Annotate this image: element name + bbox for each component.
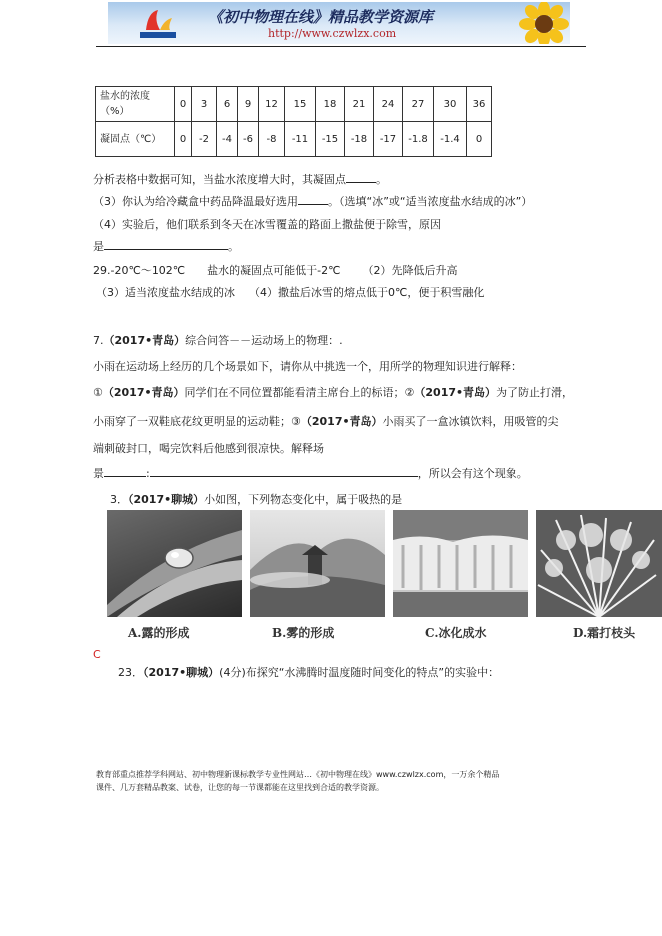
image-dew	[107, 510, 242, 617]
answer-label: C	[93, 648, 101, 661]
fog-mountain-icon	[250, 510, 385, 617]
table-cell: -18	[345, 122, 374, 157]
answer-blank[interactable]	[104, 239, 228, 250]
image-fog	[250, 510, 385, 617]
question-3-line: （3）你认为给冷藏盒中药品降温最好选用 。（选填“冰”或“适当浓度盐水结成的冰”）	[93, 195, 533, 208]
table-row	[96, 87, 492, 122]
table-cell: 12	[259, 87, 285, 122]
footer-line-1: 教育部重点推荐学科网站、初中物理新课标教学专业性网站…《初中物理在线》www.czwlzx.com，一万余个精品	[96, 770, 500, 779]
table-cell: 21	[345, 87, 374, 122]
table-cell: -1.8	[403, 122, 434, 157]
answer-line-2: （3）适当浓度盐水结成的冰 （4）撒盐后冰雪的熔点低于0℃，便于积雪融化	[96, 286, 485, 299]
answer-blank[interactable]	[150, 466, 418, 477]
answer-blank[interactable]	[346, 172, 376, 183]
table-cell: -6	[238, 122, 259, 157]
site-title: 《初中物理在线》精品教学资源库	[208, 8, 434, 26]
question-7-title: 7.（2017•青岛）综合问答－－运动场上的物理：.	[93, 334, 343, 347]
answer-line-1: 29.-20℃～102℃ 盐水的凝固点可能低于-2℃ （2）先降低后升高	[93, 264, 458, 277]
question-7-line-2: ①（2017•青岛）同学们在不同位置都能看清主席台上的标语；②（2017•青岛）为了防止打滑，	[93, 386, 574, 399]
table-cell: -11	[285, 122, 316, 157]
header-banner	[108, 2, 570, 44]
table-row	[96, 122, 492, 157]
table-cell: 3	[192, 87, 217, 122]
table-cell: -17	[374, 122, 403, 157]
site-logo-icon	[138, 6, 178, 40]
answer-blank[interactable]	[104, 466, 146, 477]
frost-branch-icon	[536, 510, 662, 617]
question-4-line: （4）实验后，他们联系到冬天在冰雪覆盖的路面上撒盐便于除雪，原因	[93, 218, 441, 231]
caption-d: D.霜打枝头	[573, 626, 636, 640]
table-cell: 9	[238, 87, 259, 122]
table-header-freezing-point: 凝固点（℃）	[96, 122, 175, 157]
table-cell: -4	[217, 122, 238, 157]
dew-drop-icon	[107, 510, 242, 617]
answer-blank[interactable]	[298, 194, 328, 205]
question-7-line-1: 小雨在运动场上经历的几个场景如下，请你从中挑选一个，用所学的物理知识进行解释：	[93, 360, 522, 373]
page-footer	[96, 768, 596, 794]
table-cell: 24	[374, 87, 403, 122]
question-7-line-3: 小雨穿了一双鞋底花纹更明显的运动鞋；③（2017•青岛）小雨买了一盒冰镇饮料，用吸管的尖	[93, 415, 559, 428]
table-header-concentration: 盐水的浓度 （%）	[96, 87, 175, 122]
table-cell: -2	[192, 122, 217, 157]
table-cell: 27	[403, 87, 434, 122]
question-7-line-4: 端刺破封口，喝完饮料后他感到很凉快。解释场	[93, 442, 324, 455]
caption-a: A.露的形成	[128, 626, 190, 640]
site-url[interactable]: http://www.czwlzx.com	[268, 27, 397, 40]
sunflower-icon	[518, 2, 570, 44]
table-cell: -1.4	[434, 122, 467, 157]
table-cell: -8	[259, 122, 285, 157]
table-cell: 0	[467, 122, 492, 157]
table-cell: 30	[434, 87, 467, 122]
image-ice-melt	[393, 510, 528, 617]
table-cell: -15	[316, 122, 345, 157]
analysis-line: 分析表格中数据可知，当盐水浓度增大时，其凝固点 。	[93, 173, 387, 186]
table-cell: 0	[175, 87, 192, 122]
table-cell: 18	[316, 87, 345, 122]
table-cell: 15	[285, 87, 316, 122]
question-7-line-5: 景 : ，所以会有这个现象。	[93, 467, 528, 480]
header-rule	[96, 46, 586, 47]
salt-water-table	[95, 86, 492, 157]
question-4-line-2: 是 。	[93, 240, 239, 253]
caption-c: C.冰化成水	[425, 626, 487, 640]
footer-line-2: 课件、几万套精品教案、试卷，让您的每一节课都能在这里找到合适的教学资源。	[96, 783, 384, 792]
table-cell: 0	[175, 122, 192, 157]
table-cell: 6	[217, 87, 238, 122]
caption-b: B.雾的形成	[272, 626, 335, 640]
image-frost	[536, 510, 662, 617]
question-23-line: 23．（2017•聊城）(4分)布探究“水沸腾时温度随时间变化的特点”的实验中：	[118, 666, 500, 679]
ice-melt-icon	[393, 510, 528, 617]
table-cell: 36	[467, 87, 492, 122]
question-3-title: 3．（2017•聊城）小如图，下列物态变化中，属于吸热的是	[110, 493, 403, 506]
